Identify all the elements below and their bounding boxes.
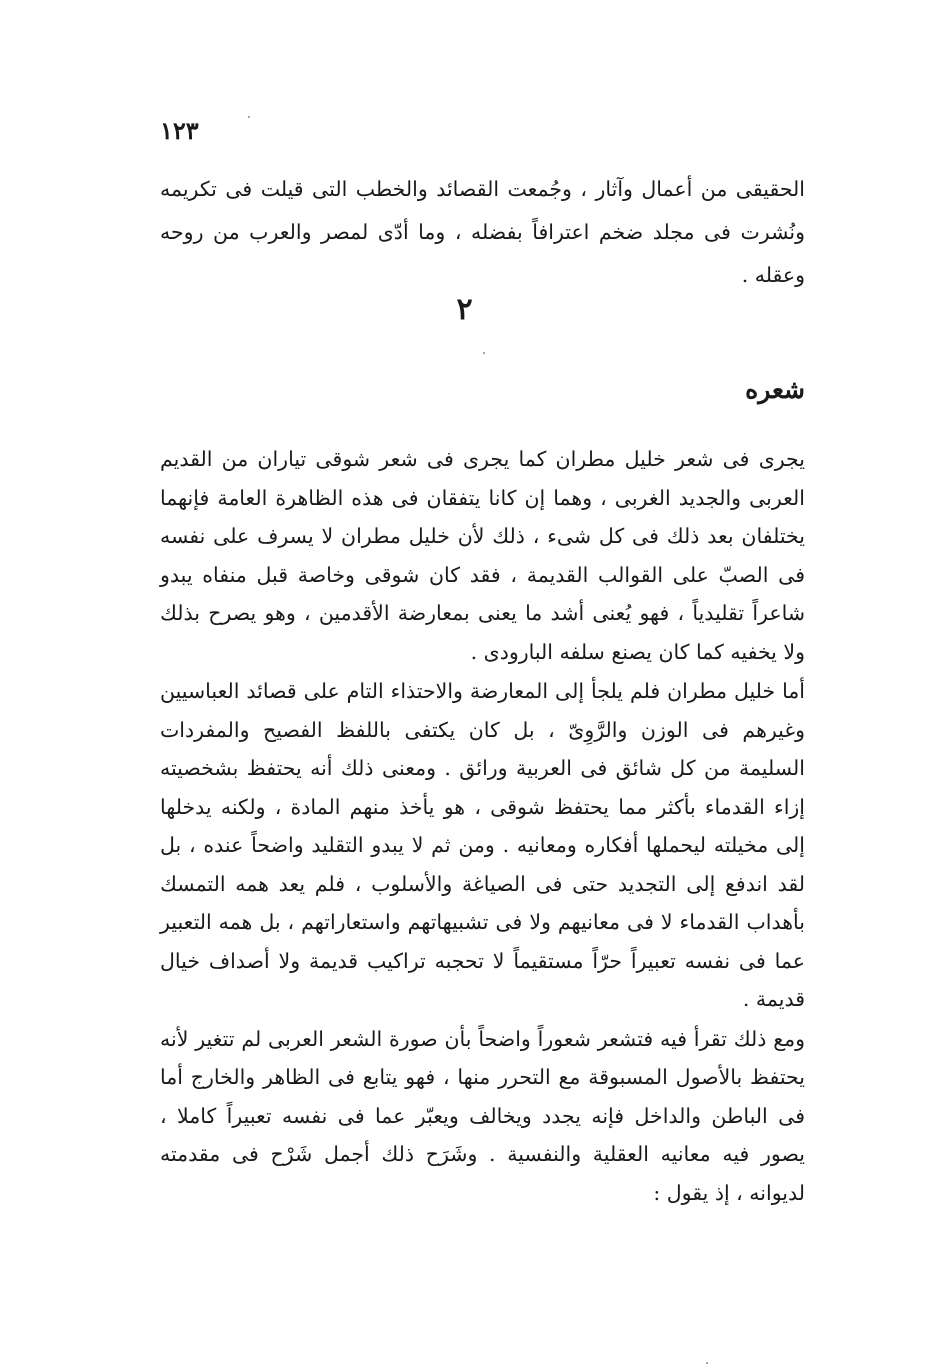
section-heading: شعره [745,375,805,404]
section-number: ٢ [456,292,473,327]
paragraph-2: أما خليل مطران فلم يلجأ إلى المعارضة والاحتذاء التام على قصائد العباسيين وغيرهم فى الوزن والرَّوِىّ ، بل كان يكتفى باللفظ الفصيح والمفردات السليمة من كل شائق فى العربية ورائق . ومعنى ذلك أنه يحتفظ بشخصيته إزاء القدماء بأكثر مما يحتفظ شوقى ، هو يأخذ منهم المادة ، ولكنه يدخلها إلى مخيلته ليحملها أفكاره ومعانيه . ومن ثم لا يبدو التقليد واضحاً عنده ، بل لقد اندفع إلى التجديد حتى فى الصياغة والأسلوب ، فلم يعد همه التمسك بأهداب القدماء لا فى معانيهم ولا فى تشبيهاتهم واستعاراتهم ، بل همه التعبير عما فى نفسه تعبيراً حرّاً مستقيماً لا تحجبه تراكيب قديمة ولا أصداف خيال قديمة . [160,679,805,1011]
paper-speck [248,116,250,118]
page-number: ١٢٣ [160,116,199,145]
paper-speck [706,1362,708,1364]
paragraph-3: ومع ذلك تقرأ فيه فتشعر شعوراً واضحاً بأن صورة الشعر العربى لم تتغير لأنه يحتفظ بالأصول المسبوقة مع التحرر منها ، فهو يتابع فى الظاهر والخارج أما فى الباطن والداخل فإنه يجدد ويخالف ويعبّر عما فى نفسه تعبيراً كاملا ، يصور فيه معانيه العقلية والنفسية . وشَرَح ذلك أجمل شَرْح فى مقدمته لديوانه ، إذ يقول : [160,1026,805,1205]
intro-paragraph: الحقيقى من أعمال وآثار ، وجُمعت القصائد والخطب التى قيلت فى تكريمه ونُشرت فى مجلد ضخم اعترافاً بفضله ، وما أدّى لمصر والعرب من روحه وعقله . [160,177,805,287]
paper-speck [483,352,485,354]
intro-text [160,168,805,297]
body-text [160,440,805,1212]
paragraph-1: يجرى فى شعر خليل مطران كما يجرى فى شعر شوقى تياران من القديم العربى والجديد الغربى ، وهما إن كانا يتفقان فى هذه الظاهرة العامة فإنهما يختلفان بعد ذلك فى كل شىء ، ذلك لأن خليل مطران لا يسرف على نفسه فى الصبّ على القوالب القديمة ، فقد كان شوقى وخاصة قبل منفاه يبدو شاعراً تقليدياً ، فهو يُعنى أشد ما يعنى بمعارضة الأقدمين ، وهو يصرح بذلك ولا يخفيه كما كان يصنع سلفه البارودى . [160,447,805,664]
